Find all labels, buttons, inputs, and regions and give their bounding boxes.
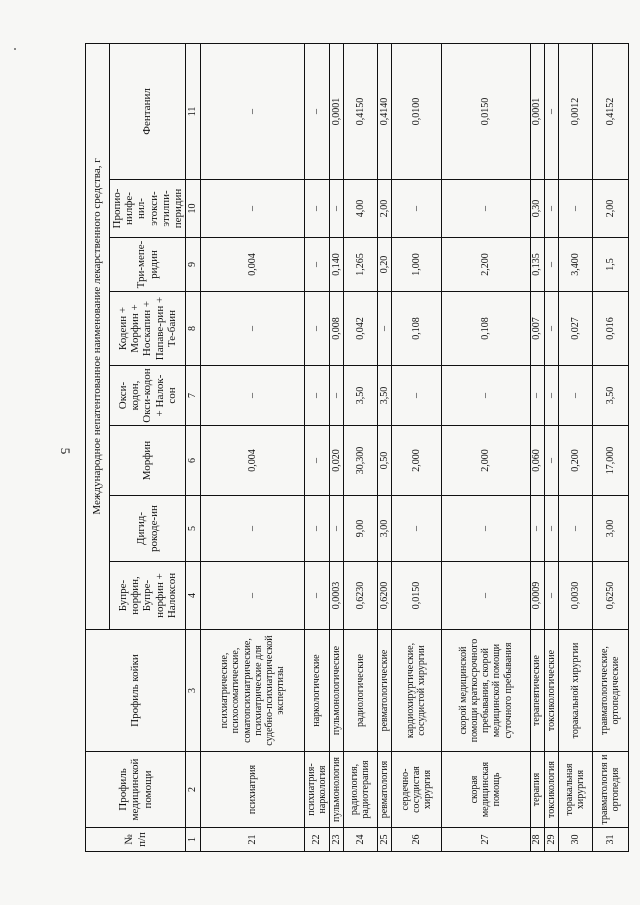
cell-buprenorphine: 0,0030	[558, 562, 592, 630]
cell-trimeperidine: 0,20	[377, 238, 391, 292]
cell-oxycodone: –	[442, 366, 530, 426]
cell-morphine: 0,004	[201, 426, 305, 496]
table-row	[201, 43, 305, 851]
cell-fentanyl: –	[305, 43, 329, 179]
cell-row-number: 27	[442, 828, 530, 852]
cell-trimeperidine: 0,135	[530, 238, 544, 292]
cell-trimeperidine: 1,000	[391, 238, 441, 292]
cell-care-profile: радиология, радиотерапия	[343, 752, 377, 828]
cell-buprenorphine: –	[442, 562, 530, 630]
cell-oxycodone: –	[329, 366, 343, 426]
col-number-4: 4	[186, 562, 201, 630]
cell-codeine-combo: –	[544, 292, 558, 366]
cell-trimeperidine: 3,400	[558, 238, 592, 292]
cell-dihydrocodeine: 3,00	[377, 496, 391, 562]
cell-row-number: 29	[544, 828, 558, 852]
cell-fentanyl: 0,4150	[343, 43, 377, 179]
cell-care-profile: торакальная хирургия	[558, 752, 592, 828]
cell-dihydrocodeine: 3,00	[592, 496, 628, 562]
cell-morphine: –	[544, 426, 558, 496]
col-number-1: 1	[186, 828, 201, 852]
cell-fentanyl: –	[201, 43, 305, 179]
cell-morphine: 0,200	[558, 426, 592, 496]
cell-trimeperidine: 0,004	[201, 238, 305, 292]
cell-codeine-combo: 0,108	[391, 292, 441, 366]
cell-propionylphenyl: 4,00	[343, 180, 377, 238]
cell-row-number: 21	[201, 828, 305, 852]
scan-speck	[14, 48, 16, 50]
cell-buprenorphine: –	[305, 562, 329, 630]
cell-bed-profile: кардиохирургические, сосудистой хирургии	[391, 630, 441, 752]
col-header-buprenorphine: Бупре-норфин, Бупре-норфин + Налоксон	[110, 562, 186, 630]
cell-trimeperidine: 0,140	[329, 238, 343, 292]
col-header-propionylphenyl: Пропио-нилфе-нил-этокси-этилпи-перидин	[110, 180, 186, 238]
cell-codeine-combo: 0,016	[592, 292, 628, 366]
table-row	[391, 43, 441, 851]
cell-row-number: 23	[329, 828, 343, 852]
cell-dihydrocodeine: –	[201, 496, 305, 562]
cell-trimeperidine: –	[544, 238, 558, 292]
cell-dihydrocodeine: –	[544, 496, 558, 562]
cell-oxycodone: –	[530, 366, 544, 426]
cell-trimeperidine: –	[305, 238, 329, 292]
cell-bed-profile: ревматологические	[377, 630, 391, 752]
table-row	[305, 43, 329, 851]
cell-dihydrocodeine: –	[329, 496, 343, 562]
cell-propionylphenyl: –	[391, 180, 441, 238]
cell-care-profile: токсикология	[544, 752, 558, 828]
col-number-7: 7	[186, 366, 201, 426]
cell-row-number: 28	[530, 828, 544, 852]
cell-bed-profile: радиологические	[343, 630, 377, 752]
cell-dihydrocodeine: 9,00	[343, 496, 377, 562]
col-header-codeine-combo: Кодеин + Морфин + Носкапин + Папаве-рин + Те-баин	[110, 292, 186, 366]
cell-morphine: 0,50	[377, 426, 391, 496]
col-number-2: 2	[186, 752, 201, 828]
cell-codeine-combo: 0,108	[442, 292, 530, 366]
cell-bed-profile: травматологические, ортопедические	[592, 630, 628, 752]
cell-codeine-combo: 0,008	[329, 292, 343, 366]
col-header-bed-profile: Профиль койки	[86, 630, 186, 752]
cell-buprenorphine: 0,6230	[343, 562, 377, 630]
cell-codeine-combo: 0,007	[530, 292, 544, 366]
cell-buprenorphine: 0,0150	[391, 562, 441, 630]
cell-row-number: 25	[377, 828, 391, 852]
col-header-morphine: Морфин	[110, 426, 186, 496]
col-header-trimeperidine: Три-мепе-ридин	[110, 238, 186, 292]
col-number-10: 10	[186, 180, 201, 238]
cell-bed-profile: токсикологические	[544, 630, 558, 752]
cell-morphine: 2,000	[442, 426, 530, 496]
cell-codeine-combo: –	[377, 292, 391, 366]
cell-fentanyl: 0,0100	[391, 43, 441, 179]
col-number-6: 6	[186, 426, 201, 496]
cell-fentanyl: 0,4152	[592, 43, 628, 179]
cell-buprenorphine: –	[544, 562, 558, 630]
cell-propionylphenyl: 2,00	[592, 180, 628, 238]
drug-norms-table	[85, 43, 629, 852]
cell-buprenorphine: 0,0009	[530, 562, 544, 630]
cell-bed-profile: наркологические	[305, 630, 329, 752]
cell-row-number: 30	[558, 828, 592, 852]
col-header-fentanyl: Фентанил	[110, 43, 186, 179]
cell-row-number: 24	[343, 828, 377, 852]
cell-dihydrocodeine: –	[530, 496, 544, 562]
table-row	[530, 43, 544, 851]
cell-propionylphenyl: –	[558, 180, 592, 238]
cell-care-profile: психиатрия-наркология	[305, 752, 329, 828]
cell-row-number: 26	[391, 828, 441, 852]
cell-trimeperidine: 1,265	[343, 238, 377, 292]
cell-fentanyl: 0,0150	[442, 43, 530, 179]
cell-propionylphenyl: 2,00	[377, 180, 391, 238]
col-header-number: № п/п	[86, 828, 186, 852]
cell-care-profile: скорая медицинская помощь	[442, 752, 530, 828]
cell-fentanyl: 0,0001	[329, 43, 343, 179]
cell-buprenorphine: 0,6200	[377, 562, 391, 630]
cell-oxycodone: 3,50	[592, 366, 628, 426]
cell-propionylphenyl: –	[442, 180, 530, 238]
table-row	[592, 43, 628, 851]
cell-oxycodone: –	[391, 366, 441, 426]
cell-dihydrocodeine: –	[442, 496, 530, 562]
cell-oxycodone: –	[558, 366, 592, 426]
cell-bed-profile: скорой медицинской помощи краткосрочного пребывания, скорой медицинской помощи суточного пребывания	[442, 630, 530, 752]
cell-oxycodone: –	[201, 366, 305, 426]
cell-buprenorphine: –	[201, 562, 305, 630]
table-row	[377, 43, 391, 851]
cell-oxycodone: 3,50	[377, 366, 391, 426]
cell-codeine-combo: –	[305, 292, 329, 366]
cell-row-number: 22	[305, 828, 329, 852]
cell-row-number: 31	[592, 828, 628, 852]
col-number-8: 8	[186, 292, 201, 366]
cell-oxycodone: –	[305, 366, 329, 426]
cell-care-profile: сердечно-сосудистая хирургия	[391, 752, 441, 828]
col-number-3: 3	[186, 630, 201, 752]
table-row	[343, 43, 377, 851]
cell-bed-profile: пульмонологические	[329, 630, 343, 752]
table-body	[201, 43, 629, 851]
col-header-care-profile: Профиль медицинской помощи	[86, 752, 186, 828]
table-row	[329, 43, 343, 851]
cell-dihydrocodeine: –	[391, 496, 441, 562]
cell-propionylphenyl: –	[201, 180, 305, 238]
cell-propionylphenyl: –	[329, 180, 343, 238]
col-group-header: Международное непатентованное наименование лекарственного средства, г	[86, 43, 110, 629]
cell-care-profile: психиатрия	[201, 752, 305, 828]
cell-oxycodone: 3,50	[343, 366, 377, 426]
cell-oxycodone: –	[544, 366, 558, 426]
cell-dihydrocodeine: –	[305, 496, 329, 562]
cell-codeine-combo: 0,042	[343, 292, 377, 366]
cell-trimeperidine: 1,5	[592, 238, 628, 292]
cell-fentanyl: 0,4140	[377, 43, 391, 179]
page-number: 5	[58, 447, 73, 455]
cell-care-profile: пульмонология	[329, 752, 343, 828]
cell-care-profile: ревматология	[377, 752, 391, 828]
cell-fentanyl: 0,0001	[530, 43, 544, 179]
cell-care-profile: терапия	[530, 752, 544, 828]
cell-morphine: 17,000	[592, 426, 628, 496]
drug-norms-table-rotated	[85, 44, 629, 852]
cell-bed-profile: психиатрические, психосоматические, соматопсихиатрические, психиатрические для судебно-психиатрической экспертизы	[201, 630, 305, 752]
cell-codeine-combo: –	[201, 292, 305, 366]
cell-buprenorphine: 0,6250	[592, 562, 628, 630]
cell-trimeperidine: 2,200	[442, 238, 530, 292]
cell-buprenorphine: 0,0003	[329, 562, 343, 630]
col-number-11: 11	[186, 43, 201, 179]
col-number-9: 9	[186, 238, 201, 292]
table-row	[442, 43, 530, 851]
col-header-dihydrocodeine: Дигид-рокоде-ин	[110, 496, 186, 562]
table-row	[544, 43, 558, 851]
cell-fentanyl: 0,0012	[558, 43, 592, 179]
cell-propionylphenyl: –	[305, 180, 329, 238]
cell-dihydrocodeine: –	[558, 496, 592, 562]
cell-morphine: 2,000	[391, 426, 441, 496]
cell-codeine-combo: 0,027	[558, 292, 592, 366]
cell-propionylphenyl: 0,30	[530, 180, 544, 238]
cell-morphine: –	[305, 426, 329, 496]
cell-propionylphenyl: –	[544, 180, 558, 238]
cell-morphine: 0,020	[329, 426, 343, 496]
cell-morphine: 30,300	[343, 426, 377, 496]
cell-fentanyl: –	[544, 43, 558, 179]
col-header-oxycodone: Окси-кодон, Окси-кодон + Налок-сон	[110, 366, 186, 426]
cell-morphine: 0,060	[530, 426, 544, 496]
table-row	[558, 43, 592, 851]
cell-bed-profile: торакальной хирургии	[558, 630, 592, 752]
col-number-5: 5	[186, 496, 201, 562]
cell-care-profile: травматология и ортопедия	[592, 752, 628, 828]
cell-bed-profile: терапевтические	[530, 630, 544, 752]
